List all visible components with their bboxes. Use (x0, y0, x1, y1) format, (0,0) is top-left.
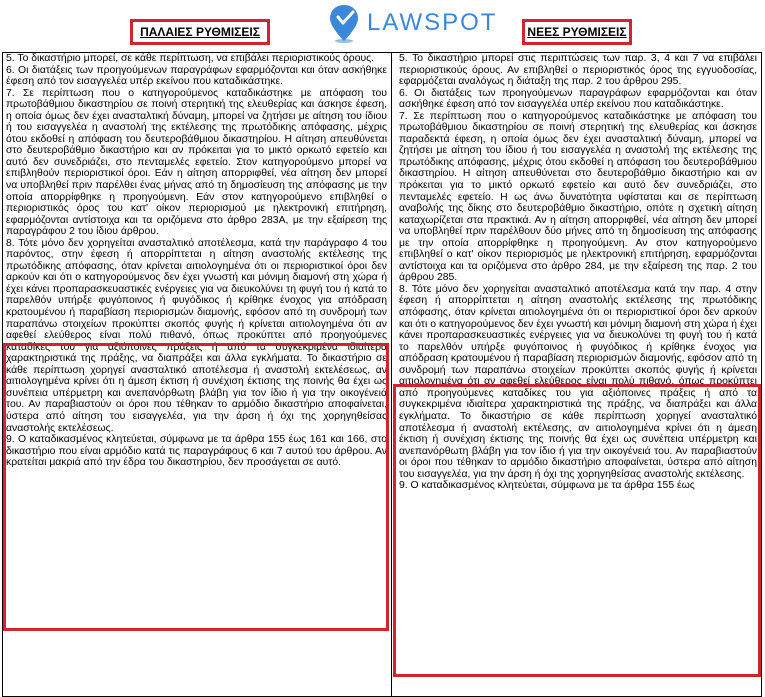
lawspot-logo[interactable] (327, 2, 497, 44)
old-provisions-label: ΠΑΛΑΙΕΣ ΡΥΘΜΙΣΕΙΣ (130, 19, 270, 45)
old-paragraph-9: 9. Ο καταδικασμένος κλητεύεται, σύμφωνα με τα άρθρα 155 έως 161 και 166, στο δικαστήριο που είναι αρμόδιο κατά τις παραγράφους 6 και 7 αυτού του άρθρου. Αν κρατείται μακριά από την έδρα του δικαστηρίου, δεν προσάγεται σε αυτό. (6, 434, 387, 469)
old-provisions-column (6, 53, 387, 469)
new-paragraph-7: 7. Σε περίπτωση που ο κατηγορούμενος καταδικάστηκε με απόφαση του πρωτοβάθμιου δικαστηρίου σε ποινή στερητική της ελευθερίας και άσκησε παραδεκτά έφεση, η οποία όμως δεν έχει ανασταλτική δύναμη, μπορεί να ζητήσει με αίτηση του ίδιου ή του εισαγγελέα η αναστολή της εκτέλεσης της πρωτόδικης απόφασης, μέχρις ότου εκδοθεί η απόφαση του δευτεροβάθμιου δικαστηρίου. Η αίτηση απευθύνεται στο δευτεροβάθμιο δικαστήριο και αν πρόκειται για το μικτό ορκωτό εφετείο και αυτό δεν συνεδριάζει, στο πενταμελές εφετείο. Η ως άνω δυνατότητα υφίσταται και σε περίπτωση αναβολής της δίκης στο δευτεροβάθμιο δικαστήριο, οπότε η σχετική αίτηση καταχωρίζεται στα πρακτικά. Αν η αίτηση απορριφθεί, νέα αίτηση δεν μπορεί να υποβληθεί πριν παρέλθουν δύο μήνες από τη δημοσίευση της απόφασης με την οποία απορρίφθηκε η προηγούμενη. Αν στον κατηγορούμενο επιβληθεί ο κατ' οίκον περιορισμός με ηλεκτρονική επιτήρηση, εφαρμόζονται αντίστοιχα και τα οριζόμενα στο άρθρο 284, με την εξαίρεση της παρ. 2 του άρθρου 285. (399, 110, 757, 284)
column-divider (391, 52, 392, 697)
old-paragraph-5: 5. Το δικαστήριο μπορεί, σε κάθε περίπτωση, να επιβάλει περιοριστικούς όρους. (6, 53, 375, 64)
new-paragraph-8: 8. Τότε μόνο δεν χορηγείται ανασταλτικό αποτέλεσμα κατά την παρ. 4 στην έφεση ή απορρίπτεται η αίτηση αναστολής εκτέλεσης της πρωτόδικης απόφασης, όταν κρίνεται αιτιολογημένα ότι οι περιοριστικοί όροι δεν αρκούν και ότι ο κατηγορούμενος δεν έχει γνωστή και μόνιμη διαμονή στη χώρα ή έχει κάνει προπαρασκευαστικές ενέργειες για να διευκολύνει τη φυγή του ή κατά το παρελθόν υπήρξε φυγόποινος ή φυγόδικος ή κρίθηκε ένοχος για απόδραση κρατουμένου ή παραβίαση περιορισμών διαμονής, εφόσον από τη συνδρομή των παραπάνω στοιχείων προκύπτει σκοπός φυγής ή κρίνεται αιτιολογημένα ότι αν αφεθεί ελεύθερος είναι πολύ πιθανό, όπως προκύπτει από προηγούμενες καταδίκες του για αξιόποινες πράξεις ή από τα συγκεκριμένα ιδιαίτερα χαρακτηριστικά της πράξης, να διαπράξει και άλλα εγκλήματα. Το δικαστήριο σε κάθε περίπτωση χορηγεί ανασταλτικό αποτέλεσμα ή αναστολή εκτέλεσης, αν αιτιολογημένα κρίνει ότι η άμεση έκτιση ή συνέχιση έκτισης της ποινής θα έχει ως συνέπεια υπέρμετρη και ανεπανόρθωτη βλάβη για τον ίδιο ή για την οικογένειά του. Αν παραβιαστούν οι όροι που τέθηκαν το αρμόδιο δικαστήριο αποφαίνεται, ύστερα από αίτηση του εισαγγελέα, για την άρση ή όχι της χορηγηθείσας αναστολής εκτέλεσης. (399, 283, 757, 480)
logo-text: LAWSPOT (367, 9, 498, 36)
new-paragraph-9: 9. Ο καταδικασμένος κλητεύεται, σύμφωνα με τα άρθρα 155 έως (399, 480, 695, 492)
new-paragraph-5: 5. Το δικαστήριο μπορεί στις περιπτώσεις των παρ. 3, 4 και 7 να επιβάλει περιοριστικούς όρους. Αν επιβληθεί ο περιοριστικός όρος της εγγυοδοσίας, εφαρμόζεται αναλόγως η διάταξη της παρ. 2 του άρθρου 295. (399, 53, 757, 88)
new-paragraph-6: 6. Οι διατάξεις των προηγούμενων παραγράφων εφαρμόζονται και όταν ασκήθηκε έφεση από τον εισαγγελέα υπέρ εκείνου που καταδικάστηκε. (399, 87, 757, 111)
new-provisions-label: ΝΕΕΣ ΡΥΘΜΙΣΕΙΣ (522, 19, 632, 45)
map-pin-icon (327, 3, 361, 43)
old-paragraph-7: 7. Σε περίπτωση που ο κατηγορούμενος καταδικάστηκε με απόφαση του πρωτοβάθμιου δικαστηρίου σε ποινή στερητική της ελευθερίας και άσκησε έφεση, η οποία όμως δεν έχει ανασταλτική δύναμη, μπορεί να ζητήσει με αίτηση του ίδιου ή του εισαγγελέα η αναστολή της εκτέλεσης της πρωτόδικης απόφασης, μέχρις ότου εκδοθεί η απόφαση του δευτεροβάθμιου δικαστηρίου. Η αίτηση απευθύνεται στο δευτεροβάθμιο δικαστήριο και αν πρόκειται για το μικτό ορκωτό εφετείο και αυτό δεν συνεδριάζει, στο πενταμελές εφετείο. Στον κατηγορούμενο μπορεί να επιβληθούν περιοριστικοί όροι. Εάν η αίτηση απορριφθεί, νέα αίτηση δεν μπορεί να υποβληθεί πριν παρέλθει ένας μήνας από τη δημοσίευση της απόφασης με την οποία απορρίφθηκε η προηγούμενη. Εάν στον κατηγορούμενο επιβληθεί ο περιοριστικός όρος του κατ' οίκον περιορισμού με ηλεκτρονική επιτήρηση, εφαρμόζονται αντίστοιχα και τα οριζόμενα στο άρθρο 283Α, με την εξαίρεση της παραγράφου 2 του ίδιου άρθρου. (6, 87, 387, 238)
old-paragraph-6: 6. Οι διατάξεις των προηγούμενων παραγράφων εφαρμόζονται και όταν ασκήθηκε έφεση από τον εισαγγελέα υπέρ εκείνου που καταδικάστηκε. (6, 64, 387, 88)
old-paragraph-8: 8. Τότε μόνο δεν χορηγείται ανασταλτικό αποτέλεσμα, κατά την παράγραφο 4 του παρόντος, στην έφεση ή απορρίπτεται η αίτηση αναστολής εκτέλεσης της πρωτόδικης απόφασης, όταν κρίνεται αιτιολογημένα ότι οι περιοριστικοί όροι δεν αρκούν και ότι ο κατηγορούμενος δεν έχει γνωστή και μόνιμη διαμονή στη χώρα ή έχει κάνει προπαρασκευαστικές ενέργειες για να διευκολύνει τη φυγή του ή κατά το παρελθόν υπήρξε φυγόποινος ή φυγόδικος ή κρίθηκε ένοχος για απόδραση κρατουμένου ή παραβίαση περιορισμών διαμονής, εφόσον από τη συνδρομή των παραπάνω στοιχείων προκύπτει σκοπός φυγής ή κρίνεται αιτιολογημένα ότι αν αφεθεί ελεύθερος είναι πολύ πιθανό, όπως προκύπτει από προηγούμενες καταδίκες του για αξιόποινες πράξεις ή από τα συγκεκριμένα ιδιαίτερα χαρακτηριστικά της πράξης, να διαπράξει και άλλα εγκλήματα. Το δικαστήριο σε κάθε περίπτωση χορηγεί ανασταλτικό αποτέλεσμα ή αναστολή εκτελέσεως, αν αιτιολογημένα κρίνει ότι η άμεση έκτιση ή συνέχιση έκτισης της ποινής θα έχει ως συνέπεια υπέρμετρη και ανεπανόρθωτη βλάβη για τον ίδιο ή για την οικογένειά του. Αν παραβιαστούν οι όροι που τέθηκαν το αρμόδιο δικαστήριο αποφαίνεται, ύστερα από αίτηση του εισαγγελέα, για την άρση ή όχι της χορηγηθείσας αναστολής εκτελέσεως. (6, 237, 387, 434)
new-provisions-column (399, 53, 757, 492)
